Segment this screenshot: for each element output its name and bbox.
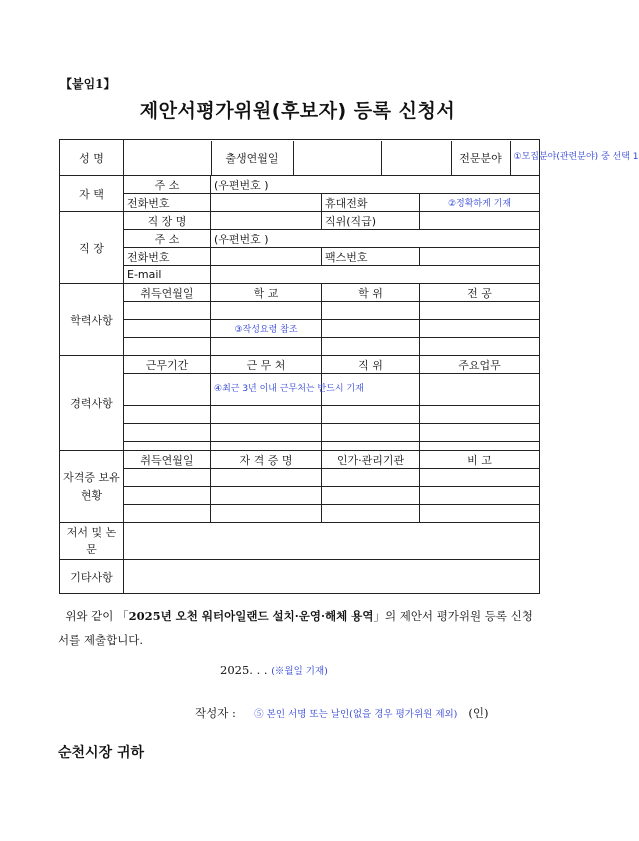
cert-label: 자격증 보유현황 [60,451,124,523]
project-name: 2025년 오천 워터아일랜드 설치·운영·해체 용역 [128,609,374,623]
career-label: 경력사항 [60,356,124,451]
cert-header-name: 자 격 증 명 [211,451,322,469]
career-cell[interactable] [420,406,540,424]
career-cell[interactable] [322,406,420,424]
name-label: 성 명 [60,140,124,176]
cert-header-remarks: 비 고 [420,451,540,469]
field-note[interactable]: ①모집분야(관련분야) 중 선택 1 [513,152,639,162]
home-label: 자 택 [60,176,124,212]
company-label: 직 장 명 [124,212,211,230]
career-cell[interactable] [124,374,211,406]
company-input[interactable] [211,212,322,230]
books-input[interactable] [124,523,540,560]
email-label: E-mail [124,266,211,284]
career-cell[interactable] [211,442,322,451]
mobile-label: 휴대전화 [322,194,420,212]
education-label: 학력사항 [60,284,124,356]
cert-cell[interactable] [322,487,420,505]
birth-label: 출생연월일 [211,141,293,175]
career-cell[interactable] [420,424,540,442]
edu-cell[interactable] [322,320,420,338]
career-cell[interactable] [420,442,540,451]
edu-header-major: 전 공 [420,284,540,302]
edu-cell[interactable] [211,302,322,320]
birth-input[interactable] [293,141,381,175]
form-title: 제안서평가위원(후보자) 등록 신청서 [139,100,456,122]
recipient: 순천시장 귀하 [58,745,145,761]
career-cell[interactable] [124,442,211,451]
career-note[interactable]: ④최근 3년 이내 근무처는 반드시 기재 [211,374,322,406]
writer-line [195,705,488,721]
statement-paragraph [58,604,540,652]
work-label: 직 장 [60,212,124,284]
email-input[interactable] [211,266,540,284]
cert-header-agency: 인가·관리기관 [322,451,420,469]
field-label: 전문분야 [451,141,510,175]
cert-cell[interactable] [211,487,322,505]
cert-cell[interactable] [124,505,211,523]
work-phone-input[interactable] [211,248,322,266]
edu-cell[interactable] [124,338,211,356]
fax-label: 팩스번호 [322,248,420,266]
registration-form-table [59,139,639,594]
edu-header-degree: 학 위 [322,284,420,302]
work-address-input[interactable]: (우편번호 ) [211,230,540,248]
date-note: (※월일 기재) [271,666,328,677]
home-phone-input[interactable] [211,194,322,212]
edu-cell[interactable] [322,302,420,320]
work-phone-label: 전화번호 [124,248,211,266]
seal-mark: (인) [468,706,489,720]
career-header-position: 직 위 [322,356,420,374]
blank-cell [381,141,451,175]
cert-cell[interactable] [322,469,420,487]
cert-cell[interactable] [322,505,420,523]
books-label: 저서 및 논문 [60,523,124,560]
work-address-label: 주 소 [124,230,211,248]
edu-cell[interactable] [420,338,540,356]
cert-cell[interactable] [124,487,211,505]
edu-cell[interactable] [211,338,322,356]
date-line [220,663,328,677]
etc-label: 기타사항 [60,560,124,594]
cert-cell[interactable] [124,469,211,487]
career-cell[interactable] [420,374,540,406]
cert-cell[interactable] [420,469,540,487]
home-phone-label: 전화번호 [124,194,211,212]
name-input[interactable] [124,141,211,175]
cert-header-date: 취득연월일 [124,451,211,469]
cert-cell[interactable] [420,505,540,523]
fax-input[interactable] [420,248,540,266]
cert-cell[interactable] [211,469,322,487]
career-cell[interactable] [124,406,211,424]
career-header-workplace: 근 무 처 [211,356,322,374]
edu-cell[interactable] [420,320,540,338]
position-label: 직위(직급) [322,212,420,230]
career-header-duties: 주요업무 [420,356,540,374]
cert-cell[interactable] [211,505,322,523]
etc-input[interactable] [124,560,540,594]
position-input[interactable] [420,212,540,230]
edu-note[interactable]: ③작성요령 참조 [211,320,322,338]
career-cell[interactable] [211,424,322,442]
attachment-label: 【붙임1】 [60,77,116,91]
edu-cell[interactable] [124,320,211,338]
date-text[interactable]: 2025. . . [220,663,268,677]
edu-header-school: 학 교 [211,284,322,302]
edu-cell[interactable] [124,302,211,320]
statement-suffix: 」의 제안서 평가위원 등록 신청서를 제출합니다. [58,609,533,647]
writer-label: 작성자 : [195,706,236,720]
edu-cell[interactable] [322,338,420,356]
edu-header-date: 취득연월일 [124,284,211,302]
career-cell[interactable] [124,424,211,442]
home-address-label: 주 소 [124,176,211,194]
cert-cell[interactable] [420,487,540,505]
career-cell[interactable] [322,442,420,451]
career-header-period: 근무기간 [124,356,211,374]
mobile-note[interactable]: ②정확하게 기재 [420,194,540,212]
home-address-input[interactable]: (우편번호 ) [211,176,540,194]
career-cell[interactable] [322,424,420,442]
career-cell[interactable] [211,406,322,424]
writer-note[interactable]: ⑤ 본인 서명 또는 날인(없을 경우 평가위원 제외) [254,709,458,720]
edu-cell[interactable] [420,302,540,320]
statement-prefix: 위와 같이 「 [65,609,129,623]
